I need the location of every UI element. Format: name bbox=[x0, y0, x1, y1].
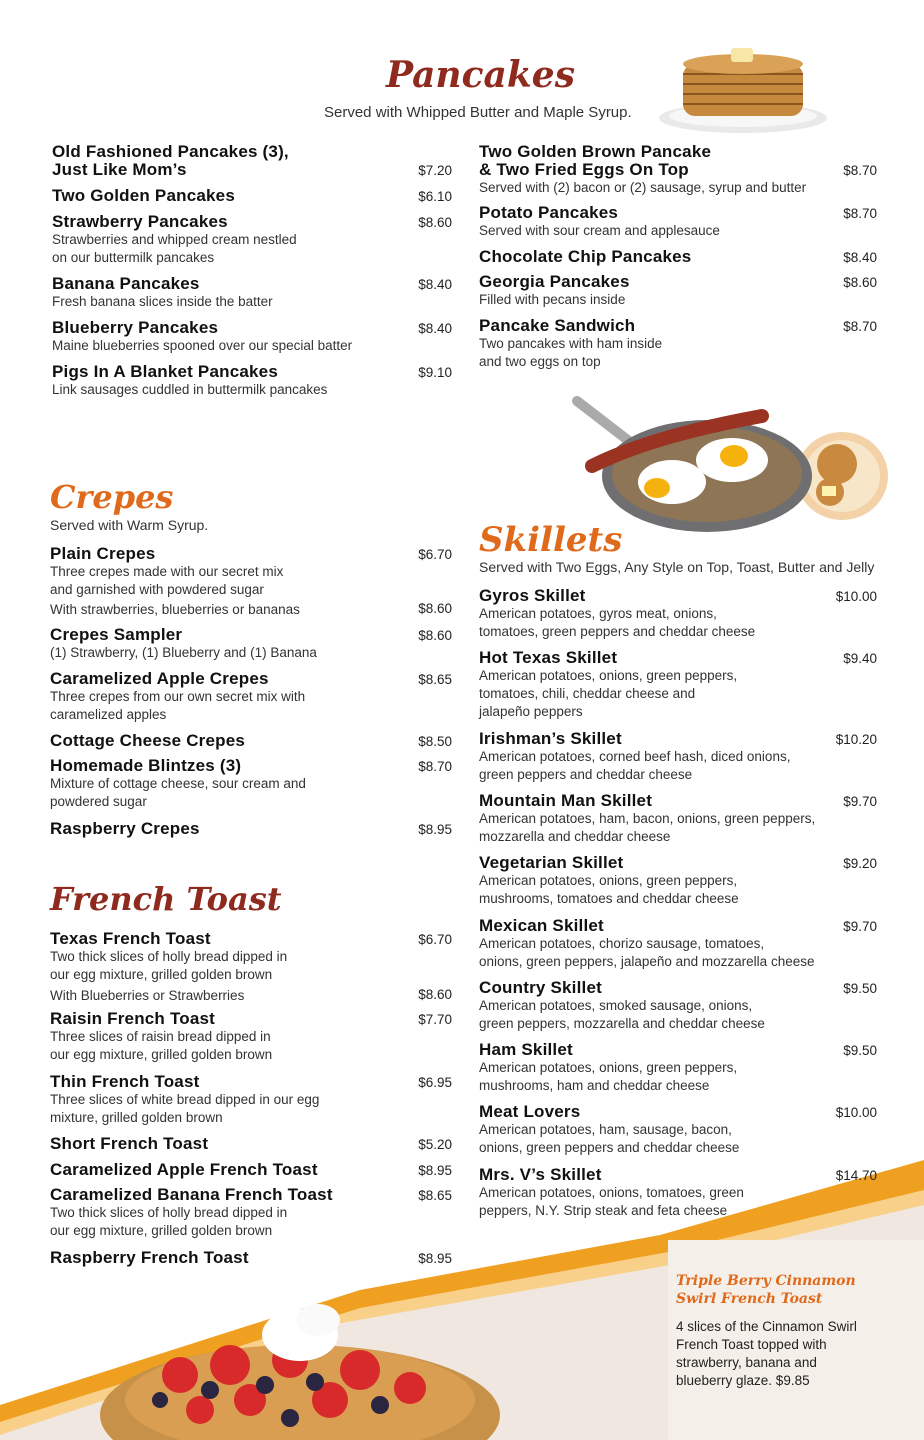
item-price: $7.20 bbox=[418, 163, 452, 178]
skillets-title: Skillets bbox=[479, 520, 623, 560]
item-description: American potatoes, gyros meat, onions, tomatoes, green peppers and cheddar cheese bbox=[479, 606, 756, 639]
item-name: Ham Skillet bbox=[479, 1040, 573, 1059]
pancake-stack-image bbox=[655, 36, 830, 136]
menu-item bbox=[52, 143, 452, 179]
menu-item bbox=[479, 143, 877, 197]
french-toast-title: French Toast bbox=[50, 880, 282, 918]
item-description: American potatoes, corned beef hash, diced onions, green peppers and cheddar cheese bbox=[479, 749, 791, 782]
item-price: $8.60 bbox=[843, 275, 877, 290]
menu-item bbox=[50, 930, 452, 984]
promo-box bbox=[676, 1272, 912, 1390]
item-name: Raisin French Toast bbox=[50, 1009, 216, 1028]
item-price: $8.60 bbox=[418, 987, 452, 1002]
item-name: Banana Pancakes bbox=[52, 274, 200, 293]
item-description: Three crepes made with our secret mix and garnished with powdered sugar bbox=[50, 564, 284, 597]
item-price: $8.65 bbox=[418, 672, 452, 687]
item-name: Caramelized Apple French Toast bbox=[50, 1160, 318, 1179]
item-price: $6.95 bbox=[418, 1075, 452, 1090]
item-description: Three slices of white bread dipped in our egg mixture, grilled golden brown bbox=[50, 1092, 320, 1125]
item-name: Two Golden Brown Pancake & Two Fried Eggs On Top bbox=[479, 142, 712, 179]
item-description: American potatoes, onions, green peppers, tomatoes, chili, cheddar cheese and jalapeño peppers bbox=[479, 668, 738, 719]
menu-item bbox=[479, 730, 877, 784]
menu-item bbox=[50, 1135, 452, 1153]
item-price: $8.95 bbox=[418, 822, 452, 837]
item-name: Vegetarian Skillet bbox=[479, 853, 624, 872]
item-name: Homemade Blintzes (3) bbox=[50, 756, 242, 775]
item-name: Caramelized Banana French Toast bbox=[50, 1185, 333, 1204]
item-price: $5.20 bbox=[418, 1137, 452, 1152]
item-name: Chocolate Chip Pancakes bbox=[479, 247, 692, 266]
menu-item bbox=[479, 854, 877, 908]
skillet-photo bbox=[572, 396, 894, 536]
item-name: Strawberry Pancakes bbox=[52, 212, 228, 231]
item-price: $14.70 bbox=[835, 1168, 877, 1183]
item-price: $10.00 bbox=[835, 1105, 877, 1120]
item-description: Served with sour cream and applesauce bbox=[479, 223, 720, 238]
item-price: $9.50 bbox=[843, 1043, 877, 1058]
menu-item bbox=[50, 757, 452, 811]
menu-item bbox=[479, 248, 877, 266]
promo-title: Triple Berry Cinnamon Swirl French Toast bbox=[676, 1273, 856, 1307]
item-description: Two pancakes with ham inside and two eggs on top bbox=[479, 336, 663, 369]
item-price: $8.70 bbox=[843, 319, 877, 334]
menu-item bbox=[50, 670, 452, 724]
item-price: $9.10 bbox=[418, 365, 452, 380]
item-price: $8.65 bbox=[418, 1188, 452, 1203]
item-price: $6.10 bbox=[418, 189, 452, 204]
menu-item bbox=[479, 1041, 877, 1095]
item-price: $9.70 bbox=[843, 919, 877, 934]
item-name: Plain Crepes bbox=[50, 544, 156, 563]
crepes-subtitle: Served with Warm Syrup. bbox=[50, 517, 209, 533]
item-description: American potatoes, onions, green peppers, mushrooms, tomatoes and cheddar cheese bbox=[479, 873, 739, 906]
item-name: Thin French Toast bbox=[50, 1072, 200, 1091]
item-description: American potatoes, ham, bacon, onions, green peppers, mozzarella and cheddar cheese bbox=[479, 811, 816, 844]
item-description: Maine blueberries spooned over our special batter bbox=[52, 338, 353, 353]
item-description: Three crepes from our own secret mix with caramelized apples bbox=[50, 689, 306, 722]
item-description: American potatoes, smoked sausage, onions, green peppers, mozzarella and cheddar cheese bbox=[479, 998, 765, 1031]
menu-item bbox=[479, 587, 877, 641]
menu-item bbox=[479, 917, 877, 971]
item-description: Strawberries and whipped cream nestled on our buttermilk pancakes bbox=[52, 232, 297, 265]
item-price: $10.20 bbox=[835, 732, 877, 747]
item-name: Texas French Toast bbox=[50, 929, 211, 948]
item-description: Served with (2) bacon or (2) sausage, syrup and butter bbox=[479, 180, 807, 195]
menu-item bbox=[50, 1186, 452, 1240]
item-name: Mountain Man Skillet bbox=[479, 791, 653, 810]
item-name: Irishman’s Skillet bbox=[479, 729, 622, 748]
item-price: $8.40 bbox=[418, 277, 452, 292]
item-name: Blueberry Pancakes bbox=[52, 318, 219, 337]
item-price: $8.50 bbox=[418, 734, 452, 749]
menu-item bbox=[50, 545, 452, 599]
item-name: Mrs. V’s Skillet bbox=[479, 1165, 602, 1184]
item-description: American potatoes, onions, green peppers, mushrooms, ham and cheddar cheese bbox=[479, 1060, 738, 1093]
item-description: Mixture of cottage cheese, sour cream and powdered sugar bbox=[50, 776, 306, 809]
item-description: American potatoes, onions, tomatoes, green peppers, N.Y. Strip steak and feta cheese bbox=[479, 1185, 744, 1218]
pancakes-subtitle: Served with Whipped Butter and Maple Syrup. bbox=[324, 104, 632, 121]
item-description: American potatoes, ham, sausage, bacon, onions, green peppers and cheddar cheese bbox=[479, 1122, 740, 1155]
menu-item bbox=[50, 626, 452, 662]
item-price: $7.70 bbox=[418, 1012, 452, 1027]
item-name: Potato Pancakes bbox=[479, 203, 619, 222]
menu-item bbox=[479, 204, 877, 240]
item-description: Two thick slices of holly bread dipped in our egg mixture, grilled golden brown bbox=[50, 949, 288, 982]
item-price: $8.70 bbox=[418, 759, 452, 774]
item-price: $6.70 bbox=[418, 547, 452, 562]
item-name: Gyros Skillet bbox=[479, 586, 586, 605]
menu-item bbox=[50, 987, 452, 1005]
menu-item bbox=[50, 820, 452, 838]
menu-item bbox=[479, 317, 877, 371]
item-price: $9.40 bbox=[843, 651, 877, 666]
menu-item bbox=[50, 1073, 452, 1127]
item-price: $8.95 bbox=[418, 1251, 452, 1266]
menu-item bbox=[50, 732, 452, 750]
menu-item bbox=[479, 273, 877, 309]
item-name: Raspberry Crepes bbox=[50, 819, 200, 838]
item-name: Hot Texas Skillet bbox=[479, 648, 618, 667]
item-name: Country Skillet bbox=[479, 978, 602, 997]
item-name: Mexican Skillet bbox=[479, 916, 604, 935]
item-name: Georgia Pancakes bbox=[479, 272, 630, 291]
item-description: Two thick slices of holly bread dipped in our egg mixture, grilled golden brown bbox=[50, 1205, 288, 1238]
item-name: Short French Toast bbox=[50, 1134, 209, 1153]
menu-item bbox=[479, 979, 877, 1033]
item-price: $8.40 bbox=[843, 250, 877, 265]
item-price: $8.70 bbox=[843, 163, 877, 178]
item-name: Caramelized Apple Crepes bbox=[50, 669, 269, 688]
item-price: $6.70 bbox=[418, 932, 452, 947]
item-price: $8.60 bbox=[418, 215, 452, 230]
menu-item bbox=[52, 187, 452, 205]
item-price: $10.00 bbox=[835, 589, 877, 604]
menu-item bbox=[479, 1166, 877, 1220]
menu-item bbox=[479, 1103, 877, 1157]
item-price: $9.20 bbox=[843, 856, 877, 871]
item-name: Cottage Cheese Crepes bbox=[50, 731, 246, 750]
item-name: Old Fashioned Pancakes (3), Just Like Mom’s bbox=[52, 142, 289, 179]
item-description: Three slices of raisin bread dipped in our egg mixture, grilled golden brown bbox=[50, 1029, 273, 1062]
menu-item bbox=[479, 792, 877, 846]
menu-item bbox=[479, 649, 877, 721]
skillets-subtitle: Served with Two Eggs, Any Style on Top, Toast, Butter and Jelly bbox=[479, 559, 875, 575]
menu-item bbox=[52, 319, 452, 355]
menu-item bbox=[50, 1249, 452, 1267]
menu-item bbox=[52, 213, 452, 267]
item-price: $8.95 bbox=[418, 1163, 452, 1178]
item-description: Link sausages cuddled in buttermilk pancakes bbox=[52, 382, 328, 397]
item-description: With Blueberries or Strawberries bbox=[50, 988, 245, 1003]
pancakes-title: Pancakes bbox=[386, 54, 575, 96]
item-name: Pancake Sandwich bbox=[479, 316, 636, 335]
item-price: $9.50 bbox=[843, 981, 877, 996]
item-price: $8.60 bbox=[418, 628, 452, 643]
item-name: Crepes Sampler bbox=[50, 625, 183, 644]
menu-item bbox=[52, 363, 452, 399]
menu-item bbox=[52, 275, 452, 311]
item-name: Meat Lovers bbox=[479, 1102, 581, 1121]
menu-item bbox=[50, 1010, 452, 1064]
item-name: Pigs In A Blanket Pancakes bbox=[52, 362, 278, 381]
item-price: $8.60 bbox=[418, 601, 452, 616]
item-price: $8.40 bbox=[418, 321, 452, 336]
item-price: $9.70 bbox=[843, 794, 877, 809]
item-description: With strawberries, blueberries or bananas bbox=[50, 602, 300, 617]
menu-item bbox=[50, 1161, 452, 1179]
promo-description: 4 slices of the Cinnamon Swirl French Toast topped with strawberry, banana and blueberry glaze. $9.85 bbox=[676, 1319, 857, 1388]
item-description: (1) Strawberry, (1) Blueberry and (1) Banana bbox=[50, 645, 317, 660]
item-price: $8.70 bbox=[843, 206, 877, 221]
menu-item bbox=[50, 601, 452, 619]
crepes-title: Crepes bbox=[50, 478, 174, 516]
item-name: Raspberry French Toast bbox=[50, 1248, 249, 1267]
item-description: American potatoes, chorizo sausage, tomatoes, onions, green peppers, jalapeño and mozzarella cheese bbox=[479, 936, 815, 969]
item-description: Fresh banana slices inside the batter bbox=[52, 294, 273, 309]
item-name: Two Golden Pancakes bbox=[52, 186, 235, 205]
item-description: Filled with pecans inside bbox=[479, 292, 626, 307]
